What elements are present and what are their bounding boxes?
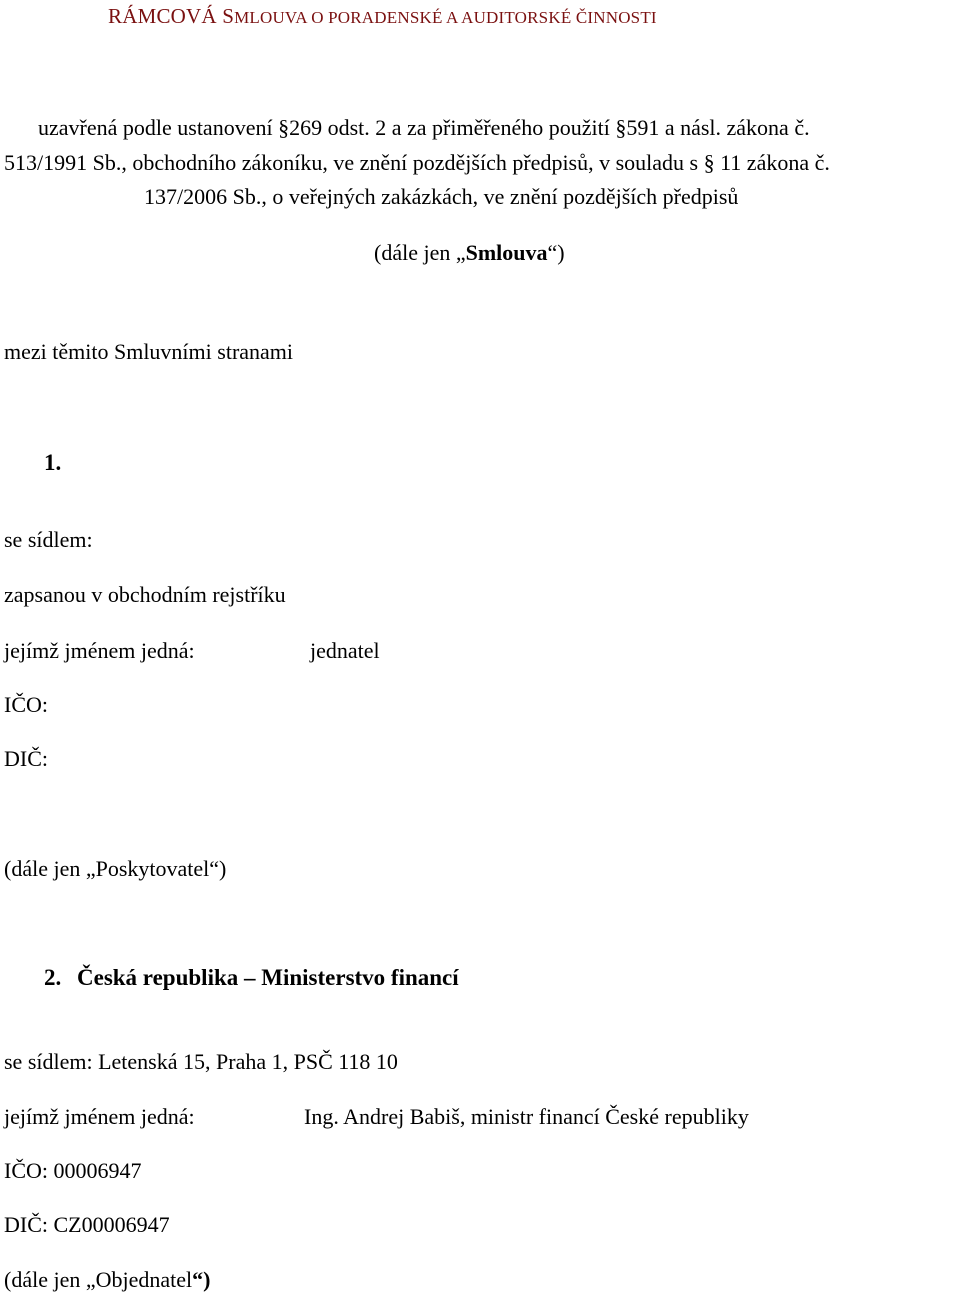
party-1-dic-label: DIČ: (4, 746, 48, 771)
party-1-rep-label: jejímž jménem jedná: (4, 638, 195, 663)
party-2-rep-label: jejímž jménem jedná: (4, 1104, 195, 1129)
title-part-2: MLOUVA O PORADENSKÉ A AUDITORSKÉ ČINNOSTI (234, 8, 657, 27)
party-2-name: Česká republika – Ministerstvo financí (77, 965, 459, 990)
smlouva-def-suffix: “) (547, 240, 565, 265)
party-1-number: 1. (44, 450, 62, 475)
party-2-number: 2. (44, 965, 62, 990)
party-1-seat-label: se sídlem: (4, 527, 93, 552)
party-1-register: zapsanou v obchodním rejstříku (4, 582, 286, 607)
intro-line-2: 513/1991 Sb., obchodního zákoníku, ve znění pozdějších předpisů, v souladu s § 11 zákona č. (4, 150, 830, 175)
party-2-ico: IČO: 00006947 (4, 1158, 142, 1183)
party-2-rep-value: Ing. Andrej Babiš, ministr financí České republiky (304, 1104, 749, 1129)
party-2-dic: DIČ: CZ00006947 (4, 1212, 170, 1237)
smlouva-def-prefix: (dále jen „ (374, 240, 466, 265)
party-1-ico-label: IČO: (4, 692, 48, 717)
contract-title (108, 6, 657, 27)
title-part-1: RÁMCOVÁ S (108, 4, 235, 28)
party-2-definition (4, 1269, 210, 1291)
party-2-heading (44, 966, 459, 989)
intro-line-3: 137/2006 Sb., o veřejných zakázkách, ve znění pozdějších předpisů (144, 184, 739, 209)
smlouva-def-term: Smlouva (465, 240, 548, 265)
party-2-def-prefix: (dále jen „Objednatel (4, 1267, 193, 1292)
parties-intro: mezi těmito Smluvními stranami (4, 339, 294, 364)
intro-line-1: uzavřená podle ustanovení §269 odst. 2 a za přiměřeného použití §591 a násl. zákona č. (38, 115, 810, 140)
smlouva-definition (374, 242, 565, 264)
party-1-rep-value: jednatel (310, 638, 380, 663)
party-2-def-suffix: “) (192, 1267, 211, 1292)
party-2-seat: se sídlem: Letenská 15, Praha 1, PSČ 118 10 (4, 1049, 398, 1074)
party-1-definition: (dále jen „Poskytovatel“) (4, 856, 227, 881)
